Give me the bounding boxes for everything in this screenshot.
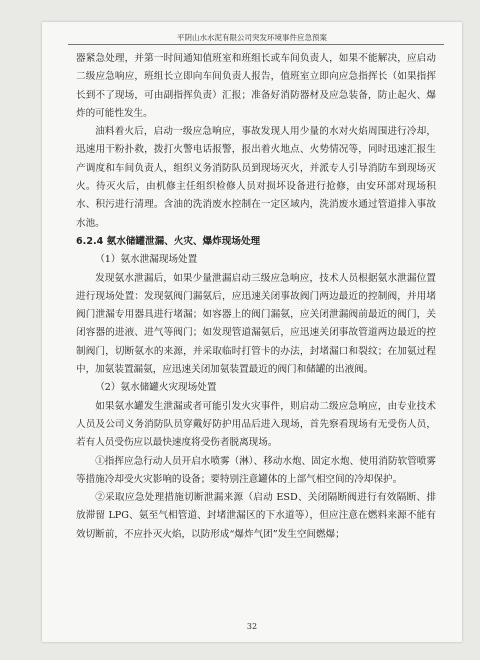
subheading-fire: （2）氨水储罐火灾现场处置 — [95, 382, 217, 394]
document-page — [42, 22, 462, 642]
header-rule — [68, 44, 444, 45]
list-item-cooling: ①指挥应急行动人员开启水喷雾（淋）、移动水炮、固定水炮、使用消防软管喷雾等措施冷却受火灾影响的设备；要特别注意罐体的上部气相空间的冷却保护。 — [76, 455, 436, 485]
subheading-leak: （1）氨水泄漏现场处置 — [95, 254, 198, 266]
paragraph-oil-fire: 油料着火后，启动一级应急响应，事故发现人用少量的水对火焰周围进行冷却，迅速用干粉扑救，拨打火警电话报警，报出着火地点、火势情况等，同时迅速汇报生产调度和车间负责人，组织义务消防队员到现场灭火，并派专人引导消防车到现场灭火。待灭火后，由机修主任组织检修人员对损坏设备进行抢修，由安环部对现场积水、积污进行清理。含油的洗消废水控制在一定区域内，洗消废水通过管道排入事故水池。 — [76, 126, 436, 229]
page-number: 32 — [246, 622, 258, 631]
paragraph-leak: 发现氨水泄漏后，如果少量泄漏启动三级应急响应，技术人员根据氨水泄漏位置进行现场处置：发现氨阀门漏氨后，应迅速关闭事故阀门两边最近的控制阀，并用堵阀门泄漏专用器具进行堵漏；如容器上的阀门漏氨，应关闭泄漏阀前最近的阀门，关闭容器的进液、进气等阀门；如发现管道漏氨后，应迅速关闭事故管道两边最近的控制阀门，切断氨水的来源，并采取临时打管卡的办法，封堵漏口和裂纹；在加氨过程中，加氨装置漏氨，应迅速关闭加氨装置最近的阀门和储罐的出液阀。 — [76, 272, 436, 376]
section-heading: 6.2.4 氨水储罐泄漏、火灾、爆炸现场处理 — [76, 235, 261, 247]
paragraph-fire: 如果氨水罐发生泄漏或者可能引发火灾事件，则启动二级应急响应，由专业技术人员及公司义务消防队员穿戴好防护用品后进入现场，首先察看现场有无受伤人员，若有人员受伤应以最快速度将受伤者脱离现场。 — [76, 400, 436, 449]
list-item-isolation: ②采取应急处理措施切断泄漏来源（启动 ESD、关闭隔断阀进行有效隔断、排放滞留 LPG、氨至气相管道、封堵泄漏区的下水道等），但应注意在燃料来源不能有效切断前，不应扑灭火焰，以防形成“爆炸气团”发生空间燃爆； — [76, 492, 436, 540]
page-header: 平阴山水水泥有限公司突发环境事件应急预案 — [177, 33, 327, 42]
paragraph-continued: 器紧急处理，并第一时间通知值班室和班组长或车间负责人，如果不能解决，应启动二级应急响应，班组长立即向车间负责人报告，值班室立即向应急指挥长（如果指挥长到不了现场，可由副指挥负责）汇报；准备好消防器材及应急装备，防止起火、爆炸的可能性发生。 — [76, 53, 436, 119]
page-body — [76, 50, 436, 544]
